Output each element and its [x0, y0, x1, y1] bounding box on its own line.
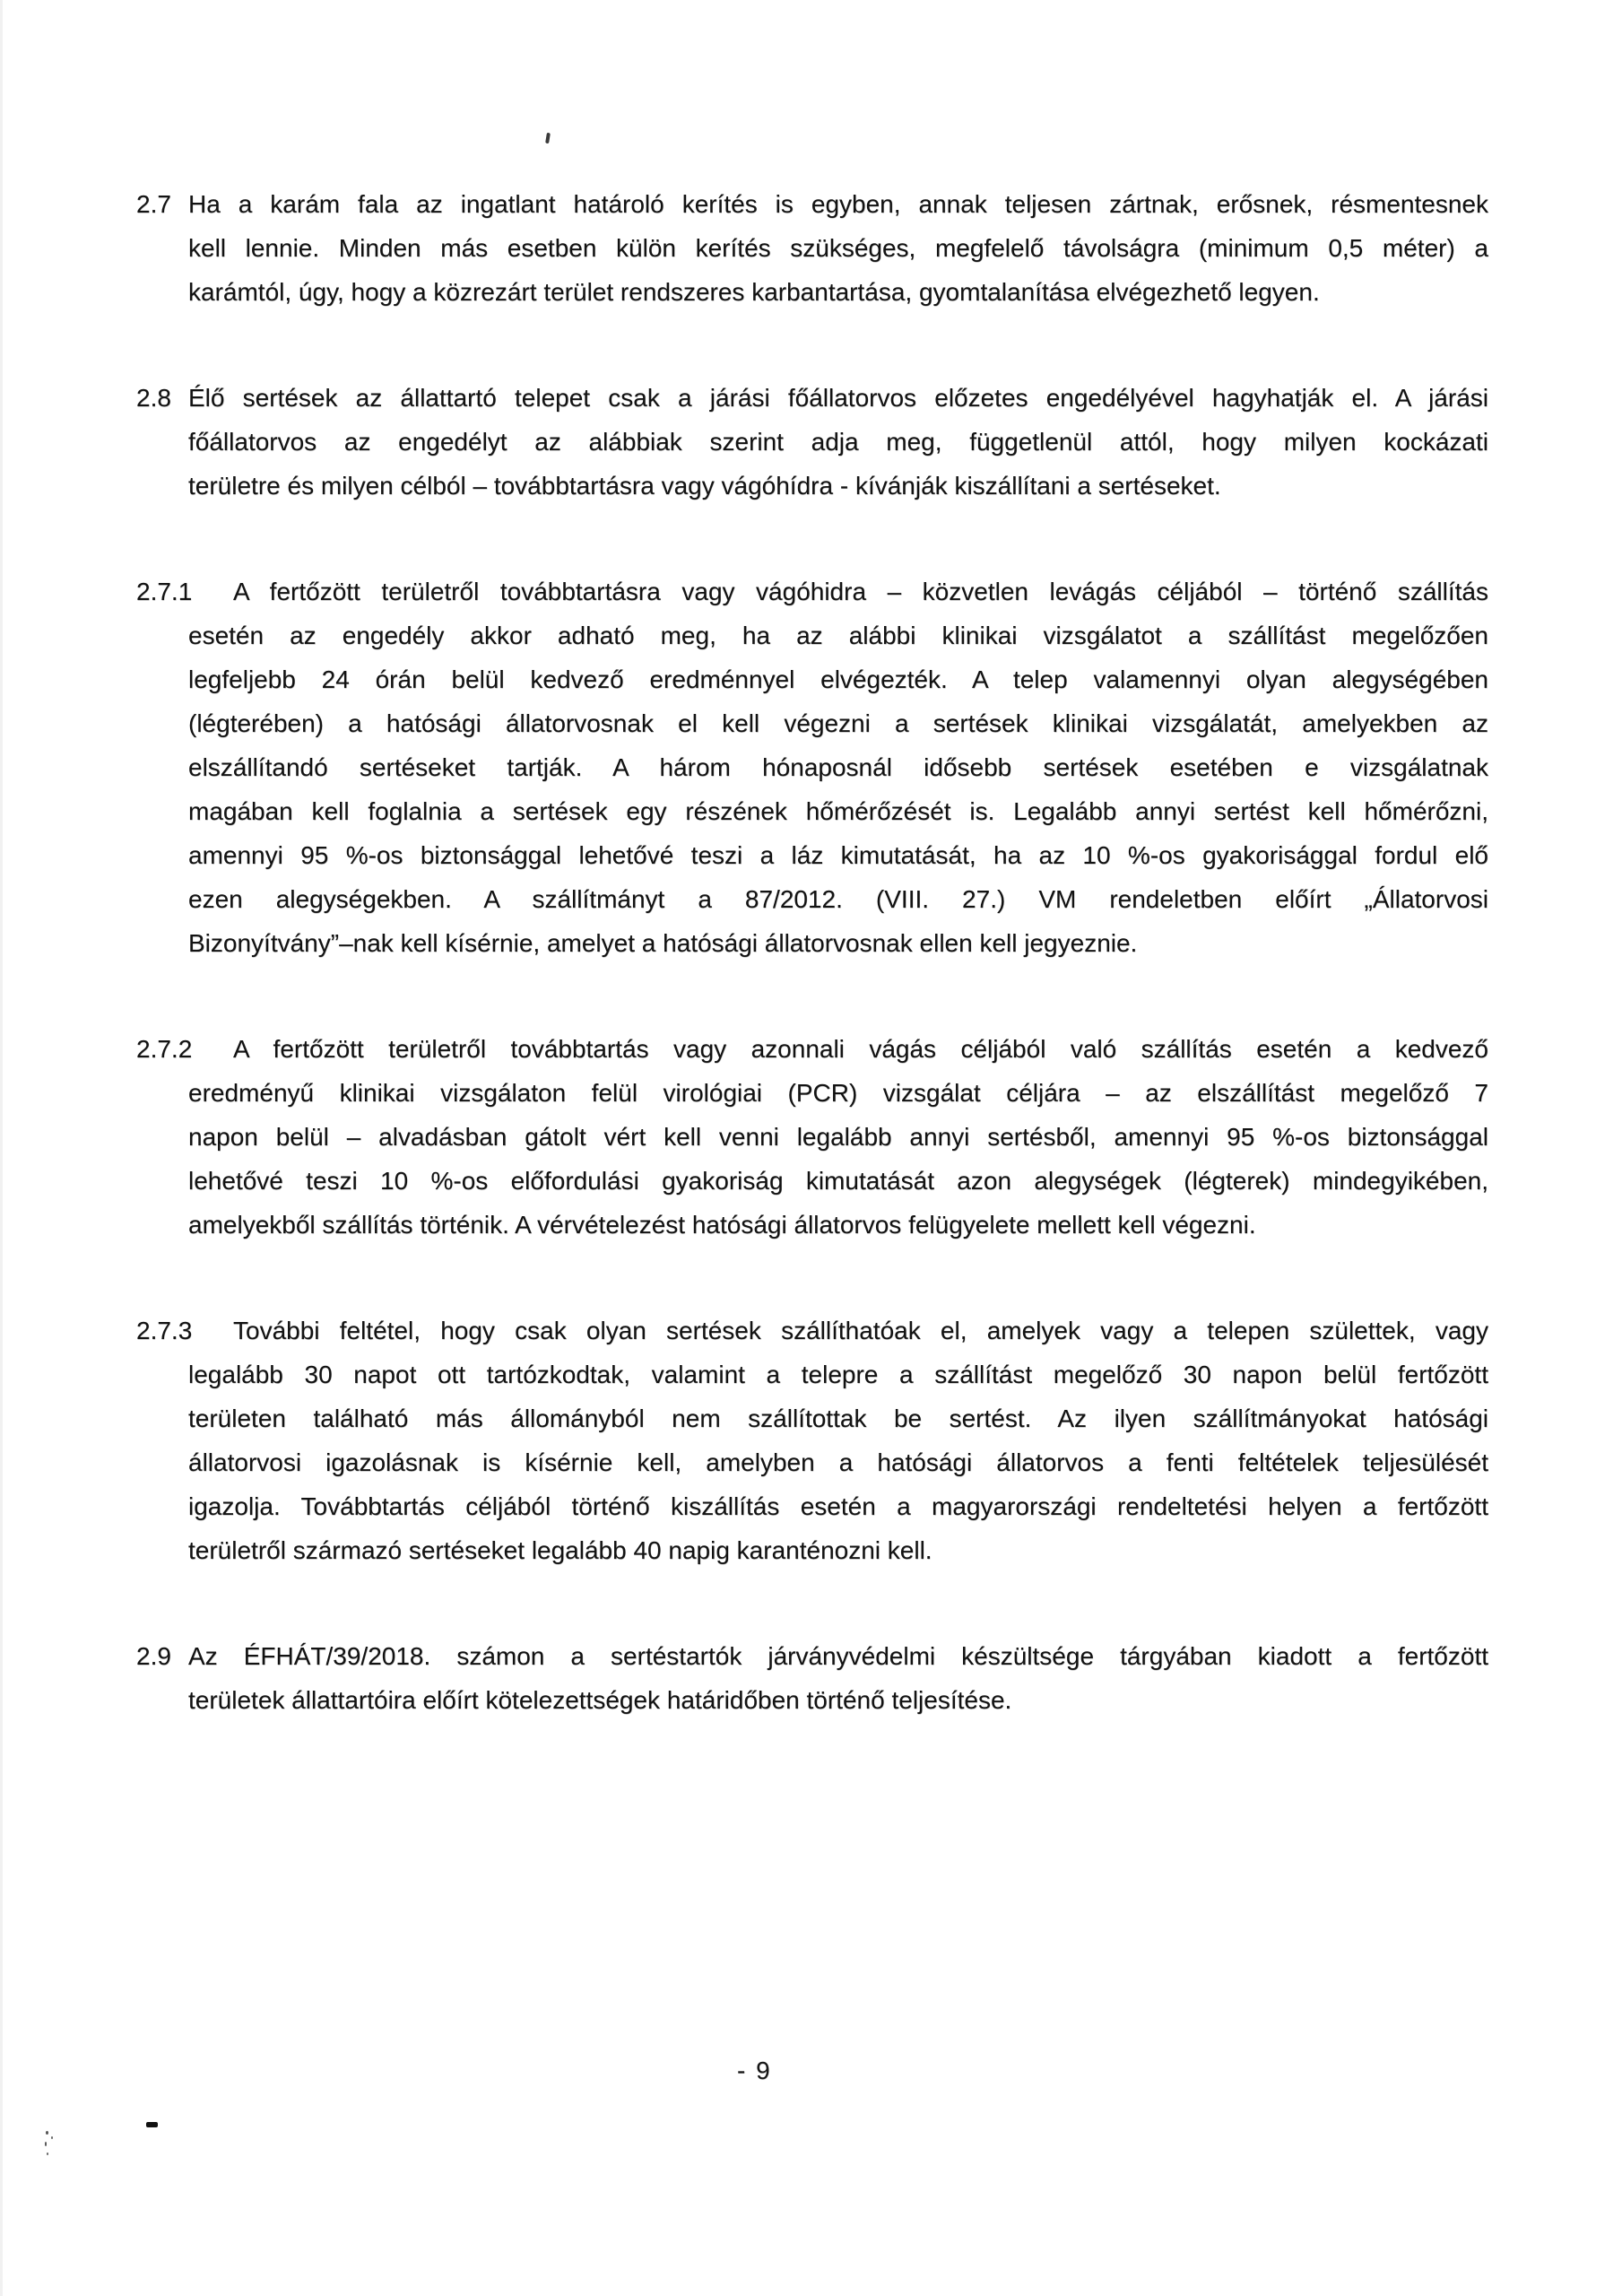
- text-line: főállatorvos az engedélyt az alábbiak szerint adja meg, függetlenül attól, hogy milyen kockázati: [188, 428, 1488, 456]
- section-2.7.2: [136, 1027, 1488, 1247]
- text-line: területre és milyen célból – továbbtartásra vagy vágóhídra - kívánják kiszállítani a sertéseket.: [188, 472, 1221, 500]
- text-line: (légterében) a hatósági állatorvosnak el kell végezni a sertések klinikai vizsgálatát, amelyekben az: [188, 709, 1488, 737]
- section-number: 2.7.2: [136, 1035, 193, 1063]
- scan-artifact-top-tick: [545, 133, 551, 144]
- scan-artifact-speck: [47, 2152, 48, 2155]
- text-line: legfeljebb 24 órán belül kedvező eredménnyel elvégezték. A telep valamennyi olyan alegységében: [188, 665, 1488, 693]
- text-line: amennyi 95 %-os biztonsággal lehetővé teszi a láz kimutatását, ha az 10 %-os gyakorisággal fordul elő: [188, 841, 1488, 869]
- line-text: A fertőzött területről továbbtartás vagy azonnali vágás céljából való szállítás esetén a kedvező: [233, 1035, 1488, 1063]
- scan-artifact-speck: [46, 2131, 48, 2135]
- text-line: napon belül – alvadásban gátolt vért kell venni legalább annyi sertésből, amennyi 95 %-os biztonsággal: [188, 1123, 1488, 1151]
- text-line: területen található más állományból nem szállítottak be sertést. Az ilyen szállítmányokat hatósági: [188, 1405, 1488, 1432]
- line-text: A fertőzött területről továbbtartásra vagy vágóhidra – közvetlen levágás céljából – történő szállítás: [233, 578, 1488, 605]
- text-line: igazolja. Továbbtartás céljából történő kiszállítás esetén a magyarországi rendeltetési helyen a fertőzött: [188, 1492, 1488, 1520]
- text-line: területek állattartóira előírt kötelezettségek határidőben történő teljesítése.: [188, 1686, 1012, 1714]
- text-line: [136, 570, 1488, 613]
- page-number: - 9: [737, 2057, 772, 2084]
- section-2.7.3: [136, 1309, 1488, 1572]
- line-text: Az ÉFHÁT/39/2018. számon a sertéstartók járványvédelmi készültsége tárgyában kiadott a fertőzött: [188, 1642, 1488, 1670]
- text-line: amelyekből szállítás történik. A vérvételezést hatósági állatorvos felügyelete mellett kell végezni.: [188, 1211, 1256, 1239]
- line-text: További feltétel, hogy csak olyan sertések szállíthatóak el, amelyek vagy a telepen születtek, vagy: [233, 1317, 1488, 1344]
- section-2.7.1: [136, 570, 1488, 965]
- text-line: [136, 376, 1488, 420]
- text-line: legalább 30 napot ott tartózkodtak, valamint a telepre a szállítást megelőző 30 napon belül fertőzött: [188, 1361, 1488, 1388]
- section-number: 2.7: [136, 190, 171, 218]
- scan-artifact-speck: [51, 2136, 53, 2139]
- line-text: Élő sertések az állattartó telepet csak a járási főállatorvos előzetes engedélyével hagyhatják el. A járási: [188, 384, 1488, 412]
- text-line: lehetővé teszi 10 %-os előfordulási gyakoriság kimutatását azon alegységek (légterek) mindegyikében,: [188, 1167, 1488, 1195]
- section-number: 2.9: [136, 1642, 171, 1670]
- text-line: [136, 182, 1488, 226]
- section-number: 2.7.3: [136, 1317, 193, 1344]
- line-text: Ha a karám fala az ingatlant határoló kerítés is egyben, annak teljesen zártnak, erősnek, résmentesnek: [188, 190, 1488, 218]
- section-number: 2.8: [136, 384, 171, 412]
- section-2.8: [136, 376, 1488, 508]
- text-line: [136, 1027, 1488, 1071]
- text-line: eredményű klinikai vizsgálaton felül virológiai (PCR) vizsgálat céljára – az elszállítást megelőző 7: [188, 1079, 1488, 1107]
- text-line: magában kell foglalnia a sertések egy részének hőmérőzését is. Legalább annyi sertést kell hőmérőzni,: [188, 797, 1488, 825]
- text-line: Bizonyítvány”–nak kell kísérnie, amelyet a hatósági állatorvosnak ellen kell jegyeznie.: [188, 929, 1138, 957]
- text-line: állatorvosi igazolásnak is kísérnie kell, amelyben a hatósági állatorvos a fenti feltételek teljesülését: [188, 1448, 1488, 1476]
- text-line: esetén az engedély akkor adható meg, ha az alábbi klinikai vizsgálatot a szállítást megelőzően: [188, 622, 1488, 649]
- scan-artifact-dash: [146, 2122, 158, 2127]
- text-line: kell lennie. Minden más esetben külön kerítés szükséges, megfelelő távolságra (minimum 0,5 méter) a: [188, 234, 1488, 262]
- text-line: [136, 1634, 1488, 1678]
- section-2.7: [136, 182, 1488, 314]
- text-line: ezen alegységekben. A szállítmányt a 87/2012. (VIII. 27.) VM rendeletben előírt „Állatorvosi: [188, 885, 1488, 913]
- text-line: elszállítandó sertéseket tartják. A három hónaposnál idősebb sertések esetében e vizsgálatnak: [188, 753, 1488, 781]
- text-line: karámtól, úgy, hogy a közrezárt terület rendszeres karbantartása, gyomtalanítása elvégezhető legyen.: [188, 278, 1320, 306]
- scan-artifact-speck: [45, 2142, 47, 2146]
- document-body: [136, 182, 1488, 1722]
- section-number: 2.7.1: [136, 578, 193, 605]
- scan-edge-shadow: [0, 0, 3, 2296]
- text-line: területről származó sertéseket legalább 40 napig karanténozni kell.: [188, 1536, 932, 1564]
- section-2.9: [136, 1634, 1488, 1722]
- text-line: [136, 1309, 1488, 1352]
